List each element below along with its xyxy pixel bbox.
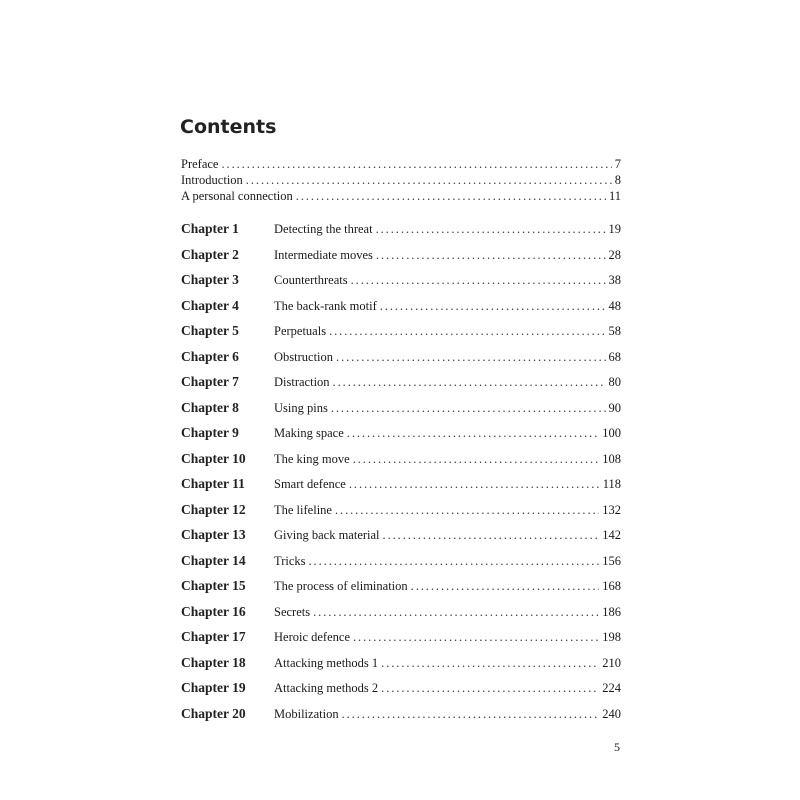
toc-chapter-row [181,369,621,395]
dot-leader [331,396,606,422]
dot-leader [313,600,599,626]
chapter-title: Attacking methods 2 [274,681,379,695]
dot-leader [353,625,599,651]
dot-leader [329,319,605,345]
toc-entry-preface [181,156,621,172]
chapter-number: Chapter 11 [181,476,245,491]
dot-leader [347,421,599,447]
chapter-title: Heroic defence [274,630,350,644]
chapter-page: 80 [608,375,621,389]
toc-chapter-row [181,497,621,523]
toc-chapter-row [181,675,621,701]
toc-entry-introduction [181,172,621,188]
toc-chapter-row [181,420,621,446]
chapter-number: Chapter 4 [181,297,239,313]
chapter-title: Making space [274,426,344,440]
dot-leader [353,447,600,473]
toc-entry-title: Introduction [181,173,243,187]
chapter-page: 168 [602,579,621,593]
dot-leader [381,676,599,702]
chapter-number: Chapter 8 [181,399,239,415]
chapter-page: 156 [602,553,621,568]
toc-chapter-row [181,599,621,625]
dot-leader [335,498,599,524]
chapter-page: 58 [608,324,621,338]
chapter-number: Chapter 9 [181,425,239,440]
chapter-title: Mobilization [274,706,339,721]
chapter-title: Attacking methods 1 [274,655,379,670]
dot-leader [221,156,611,172]
toc-chapter-row [181,650,621,676]
dot-leader [246,172,612,188]
toc-chapter-row [181,701,621,727]
toc-chapter-row [181,216,621,242]
toc-chapter-row [181,624,621,650]
toc-chapter-row [181,293,621,319]
chapter-number: Chapter 13 [181,527,246,542]
dot-leader [342,702,600,728]
chapter-number: Chapter 19 [181,680,246,695]
chapter-title: Perpetuals [274,324,327,338]
chapter-title: Intermediate moves [274,247,373,262]
chapter-page: 118 [602,477,621,491]
chapter-page: 108 [602,451,621,466]
chapter-number: Chapter 12 [181,501,246,517]
chapter-number: Chapter 3 [181,272,239,287]
toc-chapter-row [181,573,621,599]
chapter-number: Chapter 16 [181,603,246,619]
toc-chapter-row [181,242,621,268]
chapter-title: Obstruction [274,349,334,364]
chapter-page: 38 [608,273,621,287]
dot-leader [383,523,600,549]
dot-leader [380,294,606,320]
chapter-page: 210 [602,655,621,670]
chapter-title: Counterthreats [274,273,348,287]
dot-leader [349,472,600,498]
chapter-page: 132 [602,502,621,517]
chapter-page: 100 [602,426,621,440]
chapter-number: Chapter 7 [181,374,239,389]
toc-entry-page: 8 [614,173,621,187]
chapter-page: 90 [608,400,621,415]
chapter-number: Chapter 2 [181,246,239,262]
toc-entry-page: 7 [614,157,621,171]
toc-chapter-row [181,522,621,548]
chapter-number: Chapter 1 [181,221,239,236]
chapter-title: Detecting the threat [274,222,373,236]
dot-leader [381,651,599,677]
toc-entry-title: Preface [181,157,219,171]
chapter-number: Chapter 17 [181,629,246,644]
chapter-number: Chapter 18 [181,654,246,670]
toc-chapter-row [181,267,621,293]
dot-leader [411,574,600,600]
toc-chapter-row [181,395,621,421]
chapter-title: Using pins [274,400,328,415]
toc-chapter-row [181,318,621,344]
chapter-page: 48 [608,298,621,313]
dot-leader [376,243,606,269]
chapter-number: Chapter 10 [181,450,246,466]
chapter-title: Smart defence [274,477,346,491]
toc-chapter-row [181,548,621,574]
page-number: 5 [614,740,620,754]
chapter-page: 68 [608,349,621,364]
toc-entry-page: 11 [608,189,621,203]
toc-chapter-row [181,471,621,497]
chapter-page: 186 [602,604,621,619]
dot-leader [333,370,606,396]
chapter-number: Chapter 5 [181,323,239,338]
front-matter-list [181,156,621,204]
toc-entry-personal-connection [181,188,621,204]
chapter-title: Tricks [274,553,306,568]
chapter-title: Giving back material [274,528,380,542]
chapter-title: Secrets [274,604,311,619]
toc-entry-title: A personal connection [181,189,293,203]
chapter-page: 19 [608,222,621,236]
chapter-page: 224 [602,681,621,695]
dot-leader [351,268,606,294]
toc-chapter-row [181,344,621,370]
chapter-page: 198 [602,630,621,644]
chapter-number: Chapter 6 [181,348,239,364]
toc-chapter-row [181,446,621,472]
dot-leader [309,549,600,575]
chapter-number: Chapter 14 [181,552,246,568]
chapter-page: 142 [602,528,621,542]
chapter-title: The back-rank motif [274,298,377,313]
chapter-list [181,216,621,726]
chapter-number: Chapter 20 [181,705,246,721]
dot-leader [336,345,605,371]
chapter-title: The process of elimination [274,579,408,593]
chapter-page: 28 [608,247,621,262]
chapter-title: The king move [274,451,350,466]
dot-leader [376,217,606,243]
page-title: Contents [180,116,277,138]
chapter-number: Chapter 15 [181,578,246,593]
chapter-title: The lifeline [274,502,332,517]
chapter-title: Distraction [274,375,330,389]
chapter-page: 240 [602,706,621,721]
dot-leader [296,188,606,204]
